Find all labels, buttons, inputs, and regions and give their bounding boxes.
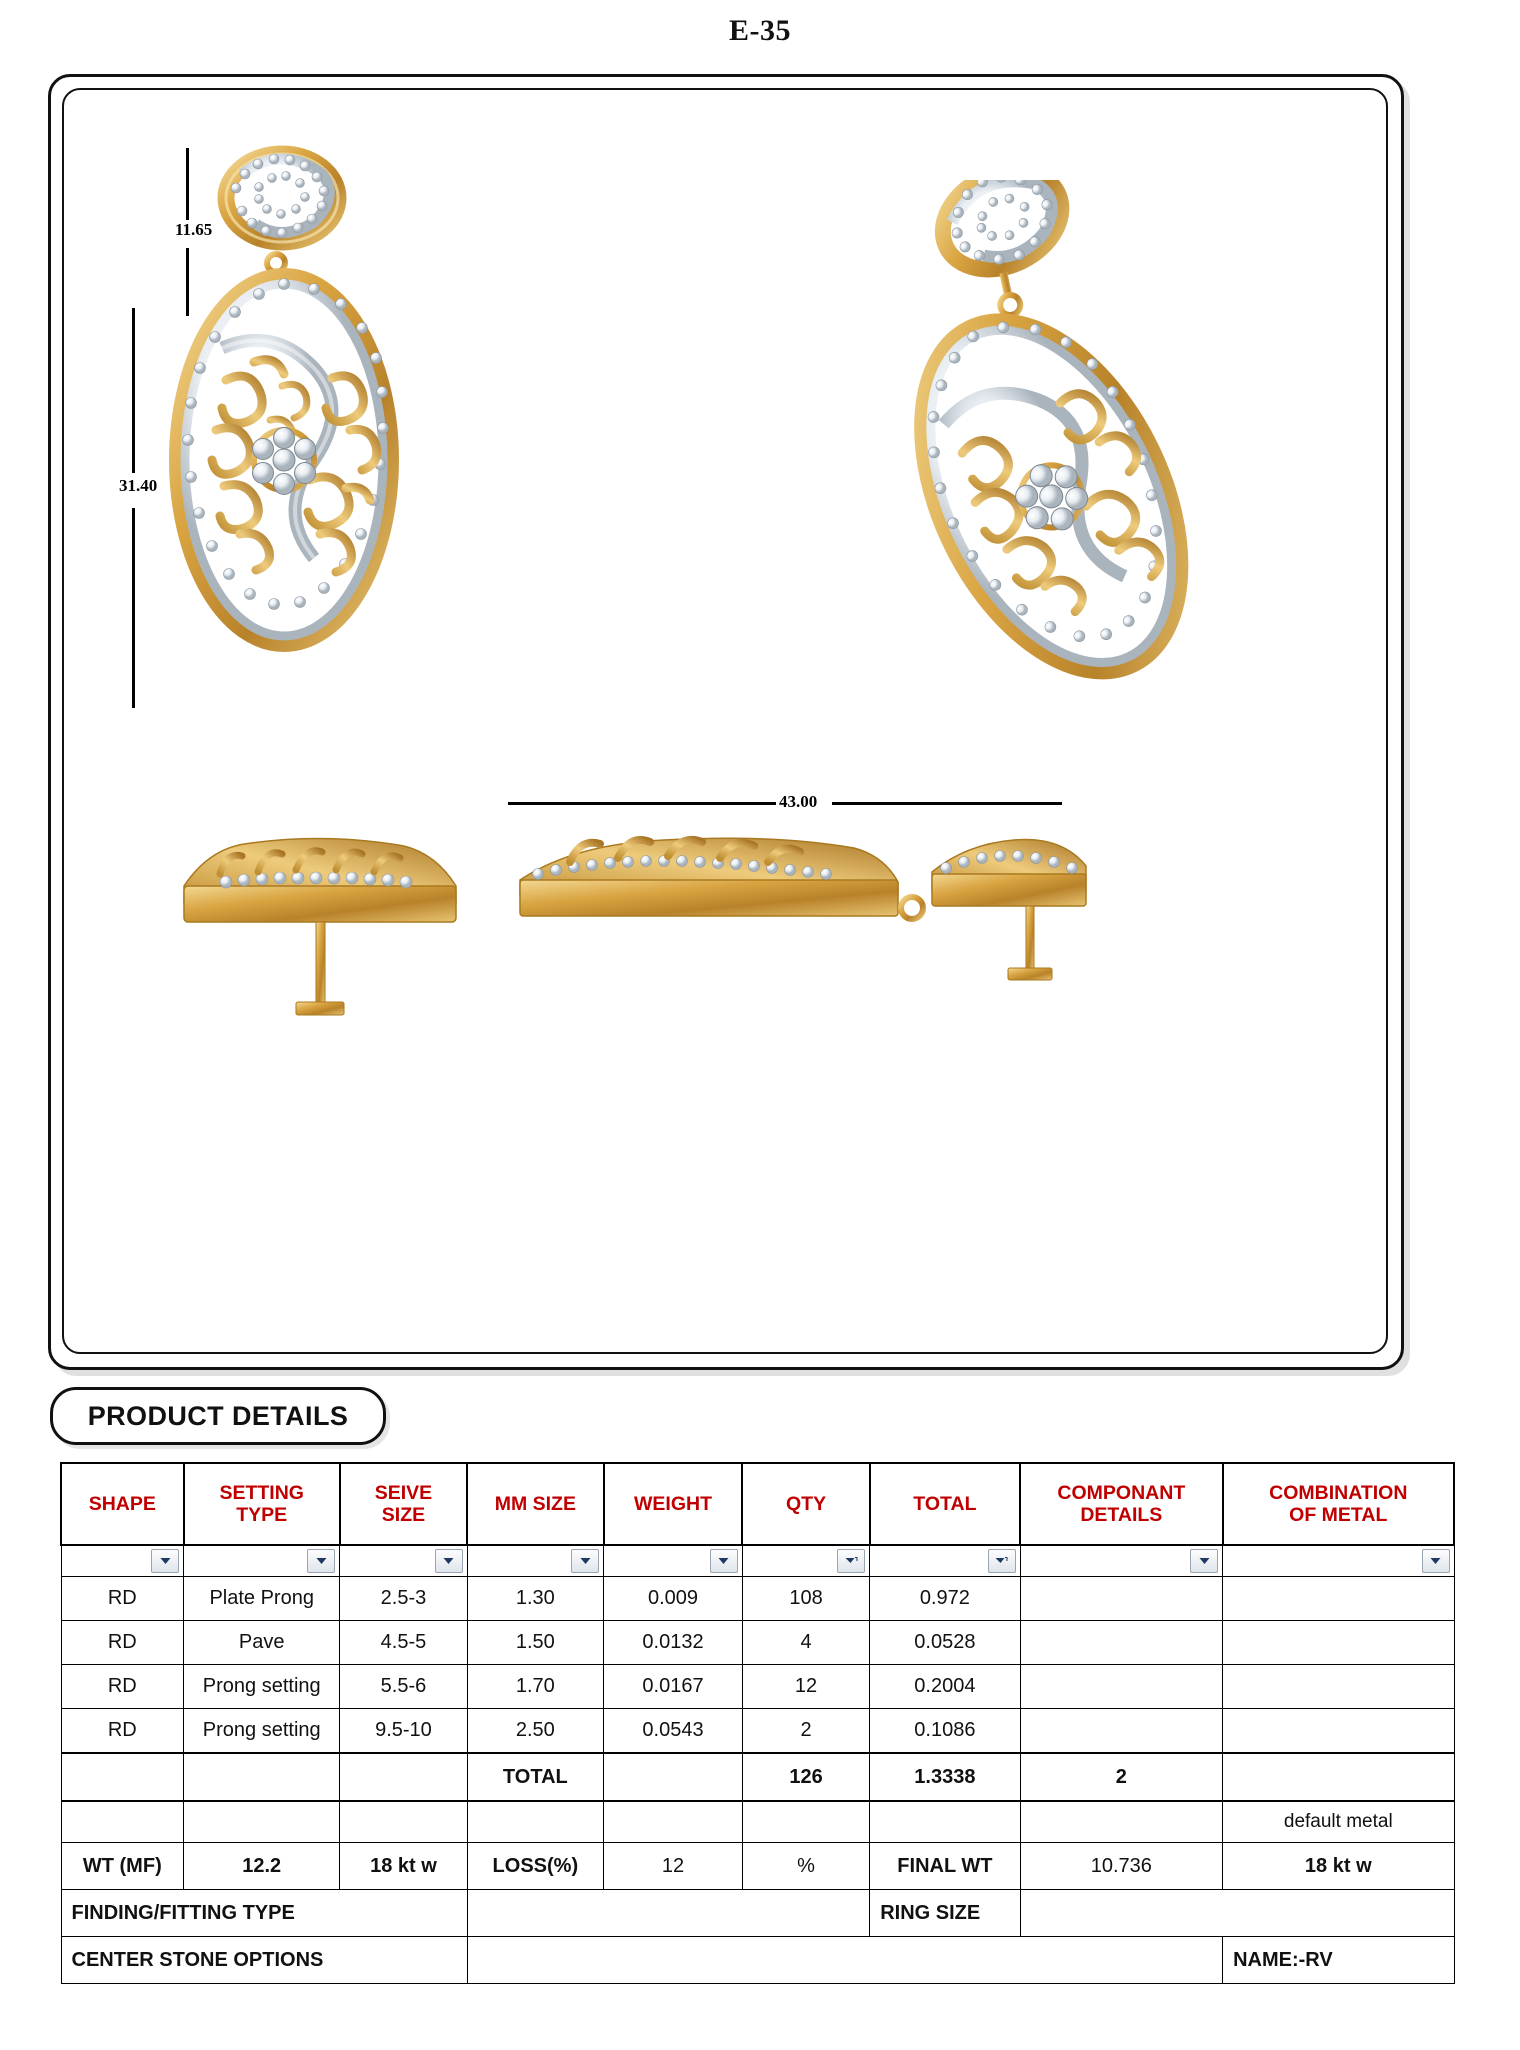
col-header-mm-size: MM SIZE [467,1463,604,1545]
blank-2 [184,1801,340,1843]
table-default-metal-row [61,1801,1454,1843]
cell-componant [1020,1621,1222,1665]
loss-label: LOSS(%) [467,1843,604,1890]
product-details-label: PRODUCT DETAILS [87,1400,349,1431]
finding-fitting-label: FINDING/FITTING TYPE [61,1890,467,1937]
total-combination [1223,1753,1454,1801]
col-header-shape: SHAPE [61,1463,184,1545]
cell-qty: 12 [742,1665,869,1709]
total-blank-2 [184,1753,340,1801]
total-blank-3 [340,1753,467,1801]
filter-cell-setting-type [184,1545,340,1577]
cell-combination [1223,1621,1454,1665]
ring-size-label: RING SIZE [870,1890,1020,1937]
filter-cell-seive-size [340,1545,467,1577]
cell-qty: 4 [742,1621,869,1665]
table-finding-row [61,1890,1454,1937]
loss-value: 12 [604,1843,743,1890]
table-header-row [61,1463,1454,1545]
dim-line-width-left [508,802,778,805]
cell-total: 0.1086 [870,1709,1020,1754]
cell-total: 0.972 [870,1577,1020,1621]
wt-mf-metal: 18 kt w [340,1843,467,1890]
filter-cell-qty [742,1545,869,1577]
cell-shape: RD [61,1665,184,1709]
default-metal-note: default metal [1223,1801,1454,1843]
cell-seive: 4.5-5 [340,1621,467,1665]
total-label: TOTAL [467,1753,604,1801]
table-center-stone-row [61,1937,1454,1984]
cell-combination [1223,1709,1454,1754]
cell-setting: Plate Prong [184,1577,340,1621]
filter-cell-total [870,1545,1020,1577]
cell-setting: Prong setting [184,1665,340,1709]
cell-total: 0.0528 [870,1621,1020,1665]
blank-7 [870,1801,1020,1843]
col-header-componant-details: COMPONANT DETAILS [1020,1463,1222,1545]
filter-dropdown-icon[interactable] [710,1549,738,1573]
cell-seive: 2.5-3 [340,1577,467,1621]
cell-shape: RD [61,1577,184,1621]
col-header-weight: WEIGHT [604,1463,743,1545]
cell-seive: 5.5-6 [340,1665,467,1709]
cell-weight: 0.0167 [604,1665,743,1709]
cell-componant [1020,1709,1222,1754]
ring-size-value [1020,1890,1454,1937]
blank-4 [467,1801,604,1843]
cell-mm-size: 2.50 [467,1709,604,1754]
col-header-combination-of-metal: COMBINATION OF METAL [1223,1463,1454,1545]
finding-fitting-value [467,1890,870,1937]
filter-dropdown-icon[interactable] [435,1549,463,1573]
col-header-qty: QTY [742,1463,869,1545]
filter-active-icon[interactable] [837,1549,865,1573]
table-weight-row [61,1843,1454,1890]
drawing-canvas [64,90,1382,1348]
cell-componant [1020,1665,1222,1709]
cell-total: 0.2004 [870,1665,1020,1709]
designer-name: NAME:-RV [1223,1937,1454,1984]
total-value: 1.3338 [870,1753,1020,1801]
filter-dropdown-icon[interactable] [571,1549,599,1573]
final-wt-metal: 18 kt w [1223,1843,1454,1890]
filter-active-icon[interactable] [988,1549,1016,1573]
col-header-setting-type: SETTING TYPE [184,1463,340,1545]
center-stone-label: CENTER STONE OPTIONS [61,1937,467,1984]
cell-qty: 108 [742,1577,869,1621]
filter-dropdown-icon[interactable] [151,1549,179,1573]
table-filter-row [61,1545,1454,1577]
filter-cell-mm-size [467,1545,604,1577]
filter-cell-componant-details [1020,1545,1222,1577]
table-row [61,1577,1454,1621]
wt-mf-label: WT (MF) [61,1843,184,1890]
total-qty: 126 [742,1753,869,1801]
table-row [61,1621,1454,1665]
earring-angled-right [754,180,1224,740]
total-blank-1 [61,1753,184,1801]
table-row [61,1709,1454,1754]
filter-dropdown-icon[interactable] [307,1549,335,1573]
loss-unit: % [742,1843,869,1890]
table-row [61,1665,1454,1709]
col-header-seive-size: SEIVE SIZE [340,1463,467,1545]
side-view-stud [174,830,474,1040]
dim-line-width-right [832,802,1062,805]
page-title: E-35 [729,14,791,47]
blank-5 [604,1801,743,1843]
dim-tick-top-b [186,248,189,316]
cell-setting: Pave [184,1621,340,1665]
product-details-badge [50,1387,386,1445]
blank-8 [1020,1801,1222,1843]
cell-weight: 0.009 [604,1577,743,1621]
final-wt-label: FINAL WT [870,1843,1020,1890]
cell-combination [1223,1577,1454,1621]
cell-seive: 9.5-10 [340,1709,467,1754]
final-wt-value: 10.736 [1020,1843,1222,1890]
product-details-table-wrap [60,1462,1455,1984]
dim-label-31-40: 31.40 [116,476,160,496]
filter-dropdown-icon[interactable] [1422,1549,1450,1573]
side-view-drop [514,830,1094,1040]
table-total-row [61,1753,1454,1801]
product-details-table [60,1462,1455,1984]
blank-1 [61,1801,184,1843]
col-header-total: TOTAL [870,1463,1020,1545]
cell-setting: Prong setting [184,1709,340,1754]
total-componant: 2 [1020,1753,1222,1801]
cell-qty: 2 [742,1709,869,1754]
cell-mm-size: 1.70 [467,1665,604,1709]
dim-tick-top-a [186,148,189,228]
dim-label-11-65: 11.65 [172,220,215,240]
filter-cell-combination-of-metal [1223,1545,1454,1577]
cell-weight: 0.0132 [604,1621,743,1665]
filter-cell-shape [61,1545,184,1577]
wt-mf-value: 12.2 [184,1843,340,1890]
cell-mm-size: 1.30 [467,1577,604,1621]
cell-componant [1020,1577,1222,1621]
cell-weight: 0.0543 [604,1709,743,1754]
cell-combination [1223,1665,1454,1709]
cell-mm-size: 1.50 [467,1621,604,1665]
cell-shape: RD [61,1621,184,1665]
dim-tick-mid-a [132,308,135,473]
dim-tick-mid-b [132,508,135,708]
filter-cell-weight [604,1545,743,1577]
blank-3 [340,1801,467,1843]
dim-label-43-00: 43.00 [776,792,820,812]
total-blank-4 [604,1753,743,1801]
cell-shape: RD [61,1709,184,1754]
center-stone-value [467,1937,1222,1984]
blank-6 [742,1801,869,1843]
filter-dropdown-icon[interactable] [1190,1549,1218,1573]
